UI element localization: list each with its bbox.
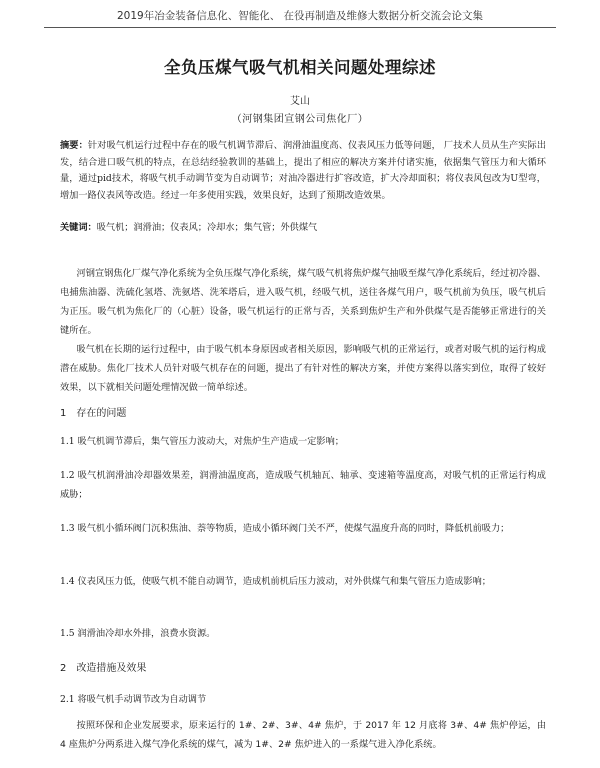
keywords (60, 220, 546, 237)
section-2-paragraph-1: 按照环保和企业发展要求，原来运行的 1#、2#、3#、4# 焦炉，于 2017 年 12 月底将 3#、4# 焦炉停运，由 4 座焦炉分两系进入煤气净化系统的煤气，减为 1#、2# 焦炉进入的一系煤气进入净化系统。 (60, 720, 546, 750)
section-2-heading: 2 改造措施及效果 (60, 663, 147, 674)
author-affiliation: （河钢集团宣钢公司焦化厂） (231, 114, 369, 125)
abstract-text: 针对吸气机运行过程中存在的吸气机调节滞后、润滑油温度高、仪表风压力低等问题， 厂技术人员从生产实际出发，结合进口吸气机的特点，在总结经验教训的基础上，提出了相应的解决方案并付诸实施，依据集气管压力和大循环量，通过pid技术，将吸气机手动调节变为自动调节；对油冷器进行扩容改造，扩大冷却面积；将仪表风包改为U型弯，增加一路仪表风等改造。经过一年多使用实践，效果良好，达到了预期改造效果。 (60, 140, 547, 201)
section-2-body (60, 716, 546, 754)
subsection-2-1-heading: 2.1 将吸气机手动调节改为自动调节 (60, 694, 207, 705)
problem-item: 1.3 吸气机小循环阀门沉积焦油、萘等物质，造成小循环阀门关不严，使煤气温度升高的同时，降低机前吸力； (60, 523, 510, 534)
running-head: 2019年冶金装备信息化、智能化、 在役再制造及维修大数据分析交流会论文集 (116, 10, 484, 22)
problem-item: 1.2 吸气机润滑油冷却器效果差，润滑油温度高，造成吸气机轴瓦、轴承、变速箱等温度高，对吸气机的正常运行构成威胁； (60, 470, 546, 500)
problem-item: 1.4 仪表风压力低，使吸气机不能自动调节，造成机前机后压力波动，对外供煤气和集气管压力造成影响； (60, 576, 491, 587)
problem-item: 1.1 吸气机调节滞后，集气管压力波动大，对焦炉生产造成一定影响； (60, 436, 344, 447)
intro-paragraph-2: 吸气机在长期的运行过程中，由于吸气机本身原因或者相关原因，影响吸气机的正常运行，或者对吸气机的运行构成潜在威胁。焦化厂技术人员针对吸气机存在的问题，提出了有针对性的解决方案，并使方案得以落实到位，取得了较好效果，以下就相关问题处理情况做一简单综述。 (60, 344, 546, 393)
author-name: 艾山 (290, 96, 310, 107)
abstract-label: 摘要： (60, 140, 88, 151)
keywords-text: 吸气机；润滑油；仪表风；冷却水；集气管；外供煤气 (96, 222, 318, 233)
intro-section (60, 264, 546, 397)
article-title: 全负压煤气吸气机相关问题处理综述 (164, 58, 436, 77)
header-divider (44, 27, 556, 28)
abstract (60, 138, 546, 204)
problem-item: 1.5 润滑油冷却水外排，浪费水资源。 (60, 628, 216, 639)
section-1-heading: 1 存在的问题 (60, 408, 127, 419)
intro-paragraph-1: 河钢宣钢焦化厂煤气净化系统为全负压煤气净化系统，煤气吸气机将焦炉煤气抽吸至煤气净化系统后，经过初冷器、电捕焦油器、洗硫化氢塔、洗氨塔、洗苯塔后，进入吸气机，经吸气机，送往各煤气用户，吸气机前为负压，吸气机后为正压。吸气机为焦化厂的（心脏）设备，吸气机运行的正常与否，关系到焦炉生产和外供煤气是否能够正常进行的关键所在。 (60, 268, 546, 336)
keywords-label: 关键词： (60, 222, 97, 233)
